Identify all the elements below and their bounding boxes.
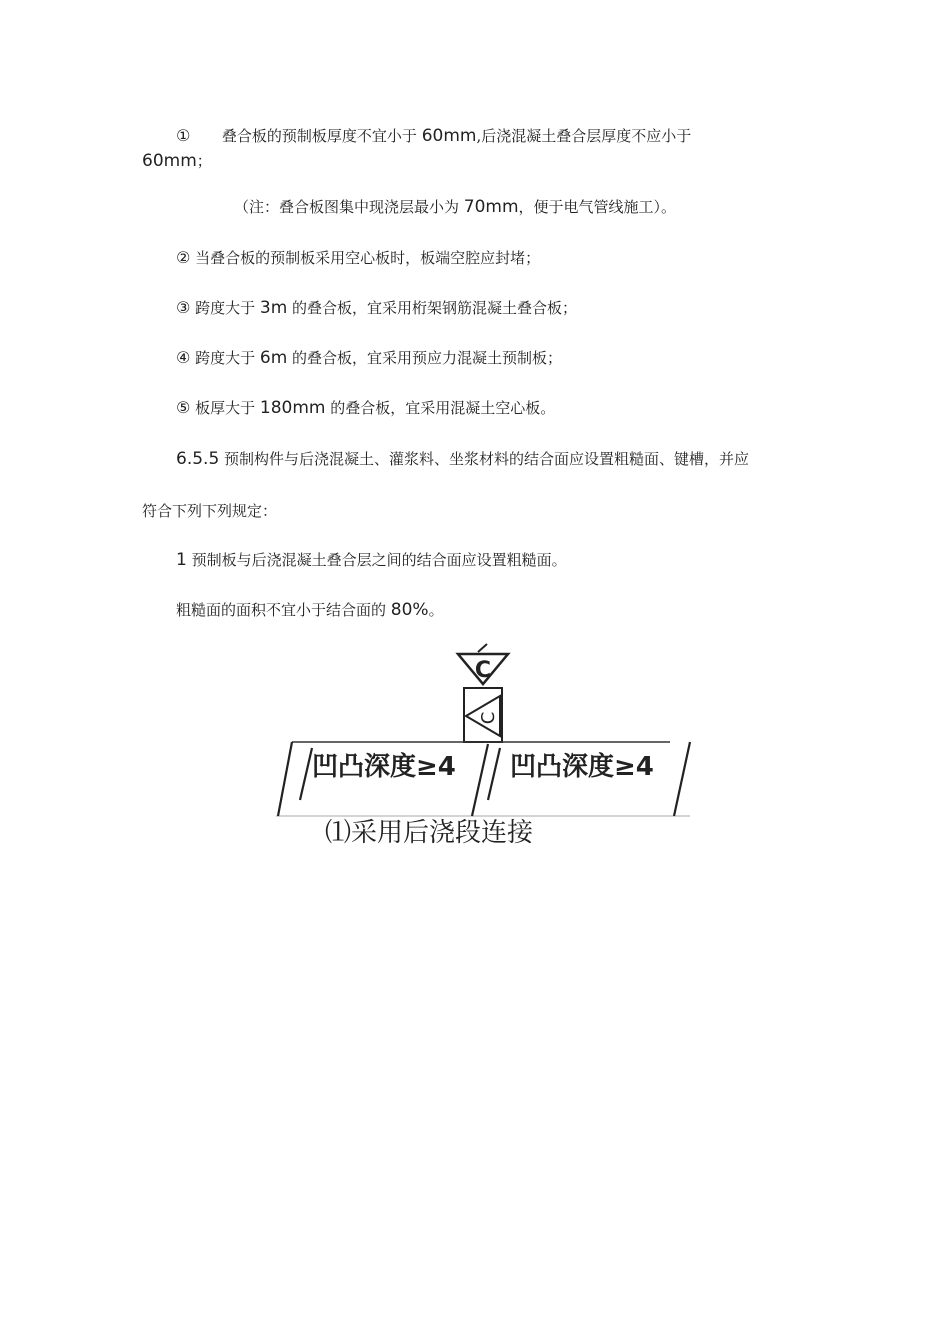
value: 3m [259,298,288,318]
joint-diagram [270,640,700,820]
circled-number-2: ② [176,248,191,267]
right-roughness-label: 凹凸深度≥4 [510,752,654,782]
symbol-letter-mid: C [478,711,499,725]
value: 6m [259,348,288,368]
value: 80% [390,600,429,620]
roughness-area-line [176,600,444,620]
text: ； [196,152,212,170]
text: 当叠合板的预制板采用空心板时，板端空腔应封堵； [190,249,541,267]
clause-5 [176,398,555,418]
section-6-5-5 [176,449,749,469]
circled-number-3: ③ [176,298,191,317]
clause-1-line-1 [176,126,691,146]
left-roughness-label: 凹凸深度≥4 [312,752,456,782]
clause-3 [176,298,577,318]
weld-symbol-box [464,688,502,742]
value: 70mm [463,197,519,217]
figure-caption: ⑴采用后浇段连接 [325,818,534,848]
value: 180mm [259,398,326,418]
text: ，便于电气管线施工）。 [518,198,677,216]
text: 跨度大于 [190,299,260,317]
section-6-5-5-cont [142,501,277,521]
clause-2 [176,248,540,268]
text: ,后浇混凝土叠合层厚度不应小于 [476,127,692,145]
section-number: 6.5.5 [176,449,220,469]
text: 跨度大于 [190,349,260,367]
circled-number-1: ① [176,126,191,145]
text: 的叠合板，宜采用桁架钢筋混凝土叠合板； [287,299,578,317]
text: 。 [428,601,444,619]
text: 粗糙面的面积不宜小于结合面的 [176,601,391,619]
symbol-letter-top: C [474,658,492,683]
text: 的叠合板，宜采用预应力混凝土预制板； [287,349,563,367]
clause-1-line-2 [142,151,212,171]
text: 预制板与后浇混凝土叠合层之间的结合面应设置粗糙面。 [186,551,567,569]
circled-number-5: ⑤ [176,398,191,417]
text: 符合下列下列规定： [142,502,278,520]
note-line [234,197,676,217]
clause-4 [176,348,562,368]
text: 的叠合板，宜采用混凝土空心板。 [325,399,556,417]
text: 预制构件与后浇混凝土、灌浆料、坐浆材料的结合面应设置粗糙面、键槽，并应 [219,450,750,468]
weld-symbol-top [458,644,508,684]
item-number: 1 [176,550,187,570]
value: 60mm [421,126,477,146]
text: 叠合板的预制板厚度不宜小于 [221,127,422,145]
text: 板厚大于 [190,399,260,417]
circled-number-4: ④ [176,348,191,367]
text: （注：叠合板图集中现浇层最小为 [234,198,464,216]
item-1 [176,550,567,570]
value: 60mm [142,151,197,171]
